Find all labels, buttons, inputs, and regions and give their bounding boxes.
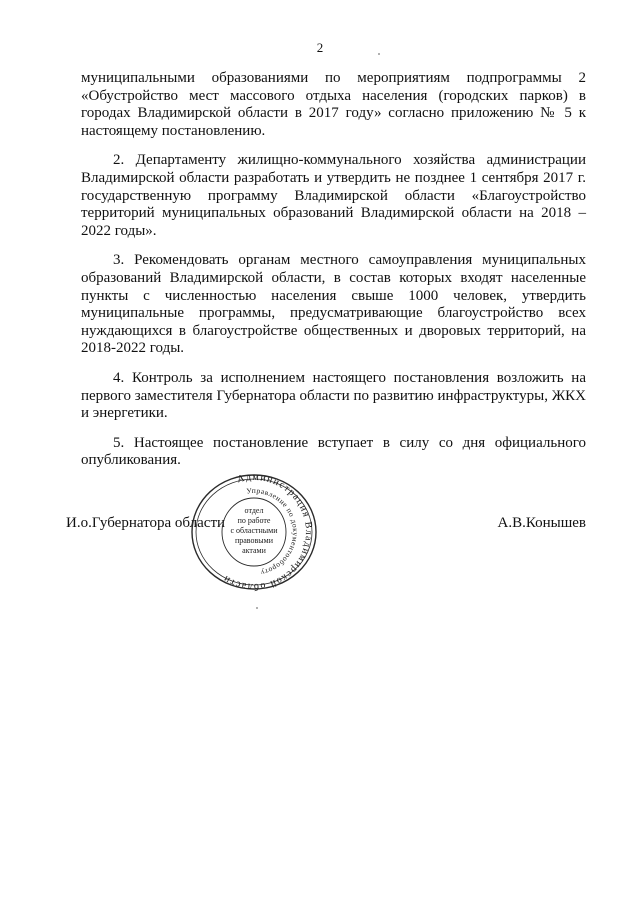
- stamp-inner-ring-text: Управление по документообороту: [245, 485, 301, 578]
- paragraph-item-2: 2. Департаменту жилищно-коммунального хозяйства администрации Владимирской области разработать и утвердить не позднее 1 сентября 2017 г. государственную программу Владимирской области «Благоустройство территорий муниципальных образований Владимирской области на 2018 – 2022 годы».: [81, 152, 586, 239]
- scan-speck: [378, 53, 380, 55]
- signatory-name: А.В.Конышев: [497, 515, 586, 531]
- signatory-title: И.о.Губернатора области: [66, 515, 226, 531]
- stamp-center-line-4: правовыми: [234, 536, 274, 545]
- document-body: [81, 70, 586, 482]
- scan-speck: [256, 607, 258, 609]
- stamp-center-line-3: с областными: [230, 526, 278, 535]
- paragraph-item-4: 4. Контроль за исполнением настоящего постановления возложить на первого заместителя Губернатора области по развитию инфраструктуры, ЖКХ и энергетики.: [81, 369, 586, 422]
- official-stamp: [184, 473, 324, 591]
- stamp-center-line-5: актами: [242, 546, 266, 555]
- paragraph-item-3: 3. Рекомендовать органам местного самоуправления муниципальных образований Владимирской области, в состав которых входят населенные пункты с численностью населения свыше 1000 человек, утвердить муниципальные программы, предусматривающие благоустройство всех нуждающихся в благоустройстве общественных и дворовых территорий, на 2018-2022 годы.: [81, 252, 586, 357]
- page-number: 2: [316, 40, 324, 55]
- stamp-outer-text: Администрация Владимирской области: [220, 471, 315, 593]
- paragraph-item-5: 5. Настоящее постановление вступает в силу со дня официального опубликования.: [81, 434, 586, 469]
- paragraph-continuation: муниципальными образованиями по мероприятиям подпрограммы 2 «Обустройство мест массового отдыха населения (городских парков) в городах Владимирской области в 2017 году» согласно приложению № 5 к настоящему постановлению.: [81, 70, 586, 139]
- stamp-center-line-1: отдел: [244, 506, 264, 515]
- stamp-center-line-2: по работе: [237, 516, 271, 525]
